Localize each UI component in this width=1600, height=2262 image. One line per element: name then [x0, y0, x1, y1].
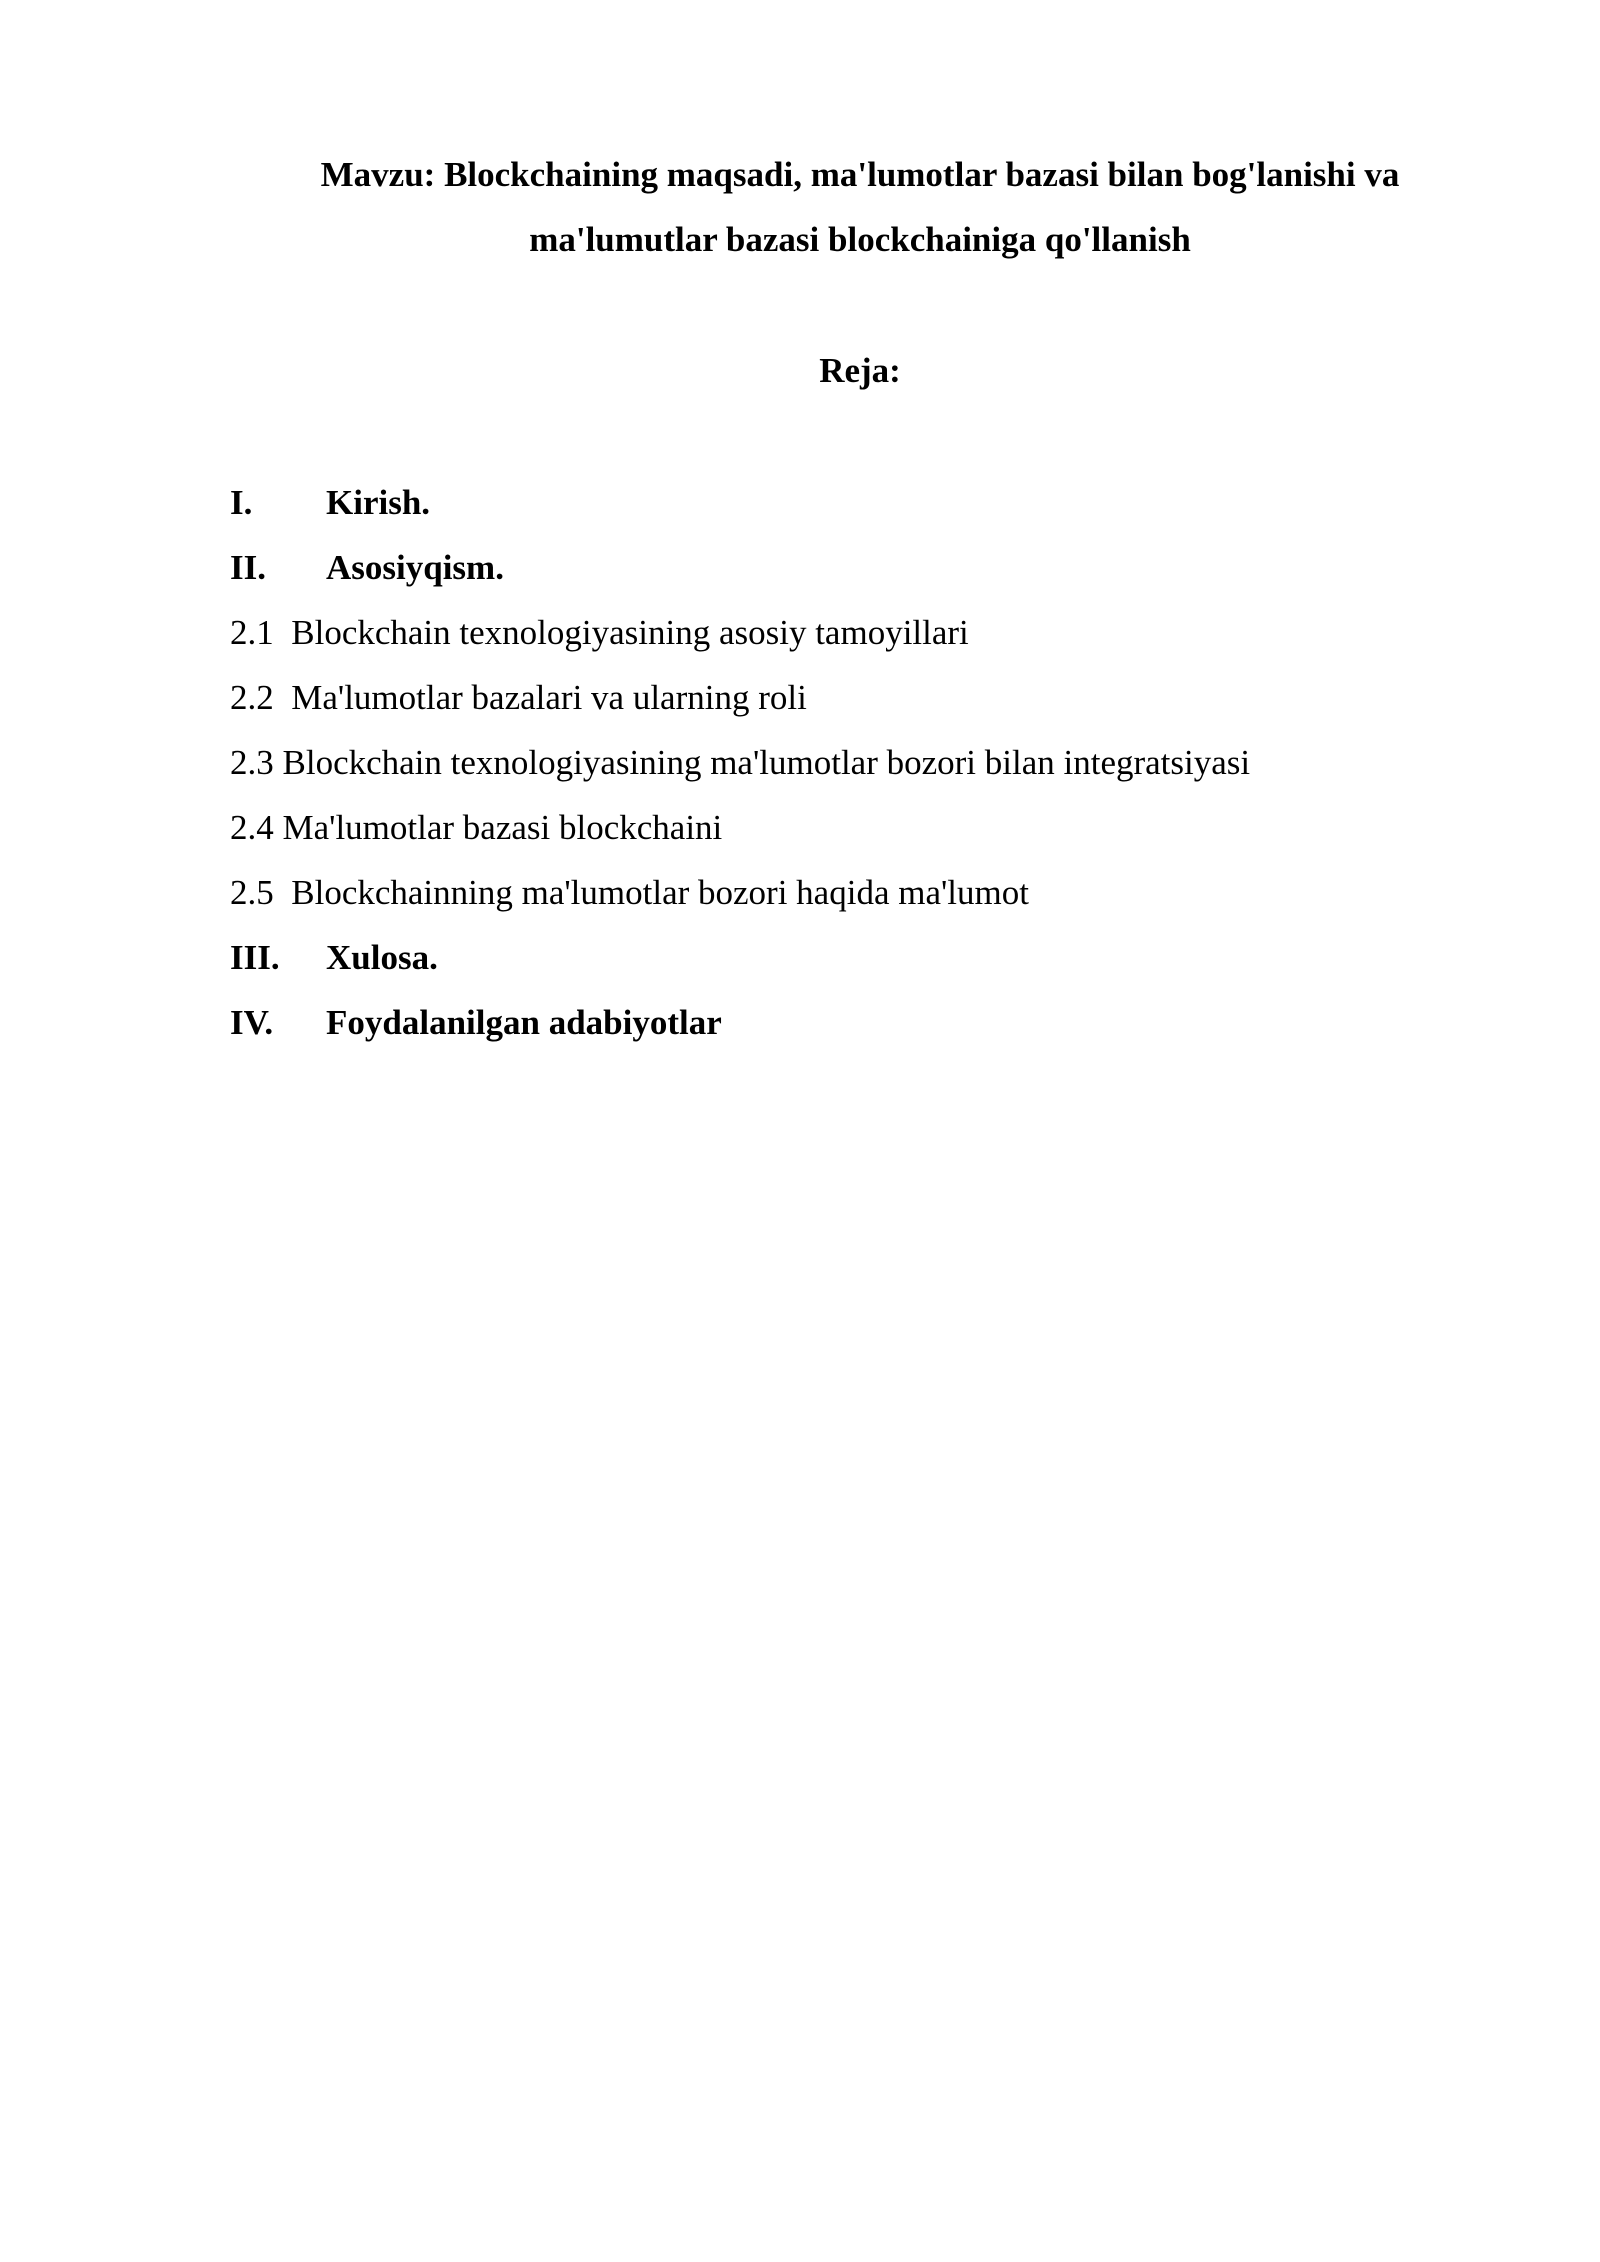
outline-subitem-2-2: 2.2 Ma'lumotlar bazalari va ularning roli: [230, 678, 807, 717]
outline-number: III.: [230, 938, 280, 977]
plan-heading: Reja:: [819, 351, 901, 390]
outline-number: IV.: [230, 1003, 274, 1042]
outline-text: Foydalanilgan adabiyotlar: [326, 1003, 722, 1042]
outline-text: Kirish.: [326, 483, 431, 522]
outline-subitem-2-5: 2.5 Blockchainning ma'lumotlar bozori haqida ma'lumot: [230, 873, 1029, 912]
document-title-line-1: Mavzu: Blockchaining maqsadi, ma'lumotlar bazasi bilan bog'lanishi va: [320, 155, 1400, 194]
outline-number: II.: [230, 548, 266, 587]
outline-subitem-2-4: 2.4 Ma'lumotlar bazasi blockchaini: [230, 808, 723, 847]
outline-item-2: [230, 535, 504, 600]
outline-item-4: [230, 990, 722, 1055]
outline-subitem-2-3: 2.3 Blockchain texnologiyasining ma'lumotlar bozori bilan integratsiyasi: [230, 743, 1251, 782]
outline-item-3: [230, 925, 438, 990]
outline-item-1: [230, 470, 430, 535]
outline-subitem-2-1: 2.1 Blockchain texnologiyasining asosiy tamoyillari: [230, 613, 969, 652]
document-title-line-2: ma'lumutlar bazasi blockchainiga qo'llanish: [529, 220, 1191, 259]
outline-text: Asosiyqism.: [326, 548, 504, 587]
outline-number: I.: [230, 483, 253, 522]
outline-text: Xulosa.: [326, 938, 438, 977]
